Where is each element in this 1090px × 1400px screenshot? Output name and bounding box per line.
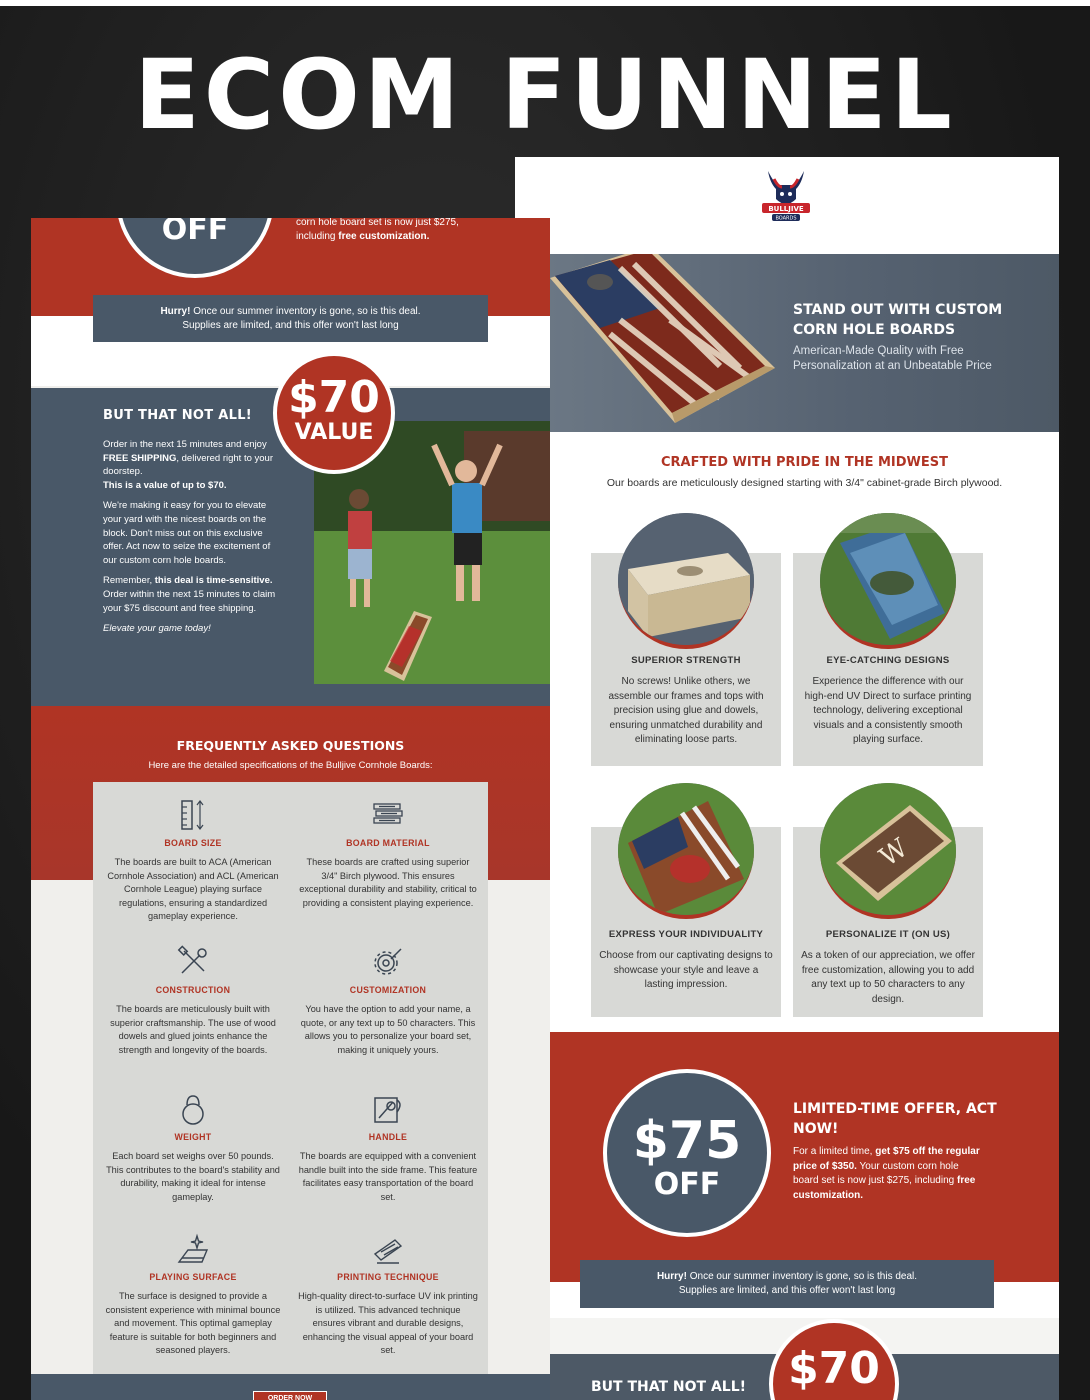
faq-item-text: The boards are built to ACA (American Cornhole Association) and ACL (American Cornhole League) playing surface regulations, ensuring a standardized gameplay experience. [107, 857, 279, 922]
faq-item-text: The boards are equipped with a convenient handle built into the side frame. This feature facilitates easy transportation of the board set. [298, 1151, 478, 1202]
hero-subheadline: American-Made Quality with Free Personalization at an Unbeatable Price [793, 345, 992, 372]
value-amount: $70 [788, 1343, 880, 1394]
printer-icon [371, 1232, 405, 1266]
faq-item [103, 1092, 283, 1204]
svg-text:BOARDS: BOARDS [775, 215, 797, 222]
svg-text:W: W [874, 833, 914, 873]
faq-item [298, 798, 478, 910]
ruler-icon [176, 798, 210, 832]
feature-card [591, 553, 781, 766]
discount-label: OFF [653, 1167, 721, 1202]
crafted-title: CRAFTED WITH PRIDE IN THE MIDWEST [661, 455, 948, 470]
faq-title: FREQUENTLY ASKED QUESTIONS [176, 738, 405, 753]
faq-panel [93, 782, 488, 1374]
feature-title: PERSONALIZE IT (ON US) [825, 929, 951, 940]
hurry-banner: Hurry! Once our summer inventory is gone, so is this deal. Supplies are limited, and this offer won't last long [93, 295, 488, 342]
value-amount: $70 [288, 372, 380, 423]
faq-item-title: PLAYING SURFACE [149, 1272, 237, 1282]
plywood-icon [371, 798, 405, 832]
faq-item-title: BOARD MATERIAL [346, 838, 430, 848]
landing-page-preview [515, 157, 1059, 1400]
discount-badge-partial: OFF [116, 218, 274, 278]
faq-item [298, 1092, 478, 1204]
discount-badge [603, 1069, 771, 1237]
feature-card [793, 553, 983, 766]
handle-icon [371, 1092, 405, 1126]
sparkle-surface-icon [176, 1232, 210, 1266]
feature-text: Experience the difference with our high-end UV Direct to surface printing technology, delivering exceptional visuals and a consistently smooth playing surface. [804, 676, 972, 745]
faq-item-title: CUSTOMIZATION [349, 985, 427, 995]
tools-icon [176, 945, 210, 979]
faq-item-text: High-quality direct-to-surface UV ink printing is utilized. This advanced technique ensures vibrant and durable designs, enhancing the visual appeal of your board set. [298, 1291, 478, 1356]
faq-item [103, 1232, 283, 1358]
faq-item [103, 798, 283, 924]
landing-hero [550, 254, 1059, 432]
gear-pencil-icon [371, 945, 405, 979]
faq-item-text: The surface is designed to provide a consistent experience with minimal bounce and movement. This optimal gameplay feature is suitable for both beginners and seasoned players. [105, 1291, 281, 1356]
kettlebell-icon [176, 1092, 210, 1126]
faq-item-title: HANDLE [368, 1132, 408, 1142]
feature-text: As a token of our appreciation, we offer free customization, allowing you to add any text up to 50 characters to any design. [801, 950, 975, 1005]
faq-subtitle: Here are the detailed specifications of the Bulljive Cornhole Boards: [148, 760, 433, 771]
bonus-title: BUT THAT NOT ALL! [103, 408, 253, 423]
faq-item-text: The boards are meticulously built with superior craftsmanship. The use of wood dowels and glued joints enhance the strength and longevity of the boards. [110, 1004, 276, 1055]
faq-item-title: BOARD SIZE [164, 838, 222, 848]
faq-item-title: WEIGHT [174, 1132, 212, 1142]
faq-item-text: These boards are crafted using superior 3/4" Birch plywood. This ensures exceptional durability and stability, critical to providing a consistent playing experience. [299, 857, 477, 908]
offer-text: For a limited time, get $75 off the regular price of $350. Your custom corn hole board set is now just $275, including free customization. [793, 1146, 980, 1201]
faq-item-text: Each board set weighs over 50 pounds. This contributes to the board's stability and durability, making it ideal for intense gameplay. [106, 1151, 280, 1202]
svg-text:BULLJIVE: BULLJIVE [768, 205, 804, 213]
faq-item-title: PRINTING TECHNIQUE [337, 1272, 439, 1282]
value-badge [769, 1319, 899, 1400]
page-title: ECOM FUNNEL [134, 39, 956, 151]
discount-amount: $75 [632, 1111, 742, 1171]
feature-text: Choose from our captivating designs to showcase your style and leave a lasting impression. [599, 950, 773, 990]
feature-title: EYE-CATCHING DESIGNS [826, 655, 950, 666]
fish-board-image [820, 513, 956, 649]
hero-headline: STAND OUT WITH CUSTOM CORN HOLE BOARDS [793, 302, 1003, 338]
monogram-board-image [820, 783, 956, 919]
top-border [0, 0, 1090, 6]
bonus-title: BUT THAT NOT ALL! [591, 1379, 747, 1395]
order-now-button[interactable]: ORDER NOW [253, 1391, 327, 1400]
crafted-subtitle: Our boards are meticulously designed starting with 3/4" cabinet-grade Birch plywood. [606, 477, 1003, 489]
value-badge [273, 352, 395, 474]
hurry-banner: Hurry! Once our summer inventory is gone, so is this deal. Supplies are limited, and this offer won't last long [580, 1260, 994, 1308]
landing-header [515, 157, 1059, 254]
offer-title: LIMITED-TIME OFFER, ACT NOW! [793, 1101, 997, 1137]
faq-item-title: CONSTRUCTION [155, 985, 231, 995]
feature-card [793, 827, 983, 1017]
faq-item [103, 945, 283, 1057]
feature-title: SUPERIOR STRENGTH [631, 655, 741, 666]
faq-item-text: You have the option to add your name, a quote, or any text up to 50 characters. This allows you to personalize your board set, making it uniquely yours. [300, 1004, 476, 1055]
feature-title: EXPRESS YOUR INDIVIDUALITY [608, 929, 764, 940]
faq-item [298, 945, 478, 1057]
flag-cornhole-board-image [550, 254, 790, 432]
value-label: VALUE [294, 420, 374, 445]
flag-deer-board-image [618, 783, 754, 919]
feature-card [591, 827, 781, 1017]
wood-frame-image [618, 513, 754, 649]
offer-page-preview [31, 218, 550, 1400]
faq-item [298, 1232, 478, 1358]
bull-logo-icon [760, 165, 812, 225]
bonus-text: Order in the next 15 minutes and enjoy FREE SHIPPING, delivered right to your doorstep. This is a value of up to $70. We're making it easy for you to elevate your yard with the nicest boards on the block. Don't miss out on this exclusive offer. Act now to seize the excitement of our custom corn hole boards. Remember, this deal is time-sensitive. Order within the next 15 minutes to claim your $75 discount and free shipping. Elevate your game today! [103, 439, 276, 635]
offer-text-partial: corn hole board set is now just $275, including free customization. [296, 218, 459, 242]
photo-bottom-strip [255, 684, 550, 706]
feature-text: No screws! Unlike others, we assemble our frames and tops with precision using glue and dowels, ensuring unmatched durability and eliminating loose parts. [608, 676, 764, 745]
